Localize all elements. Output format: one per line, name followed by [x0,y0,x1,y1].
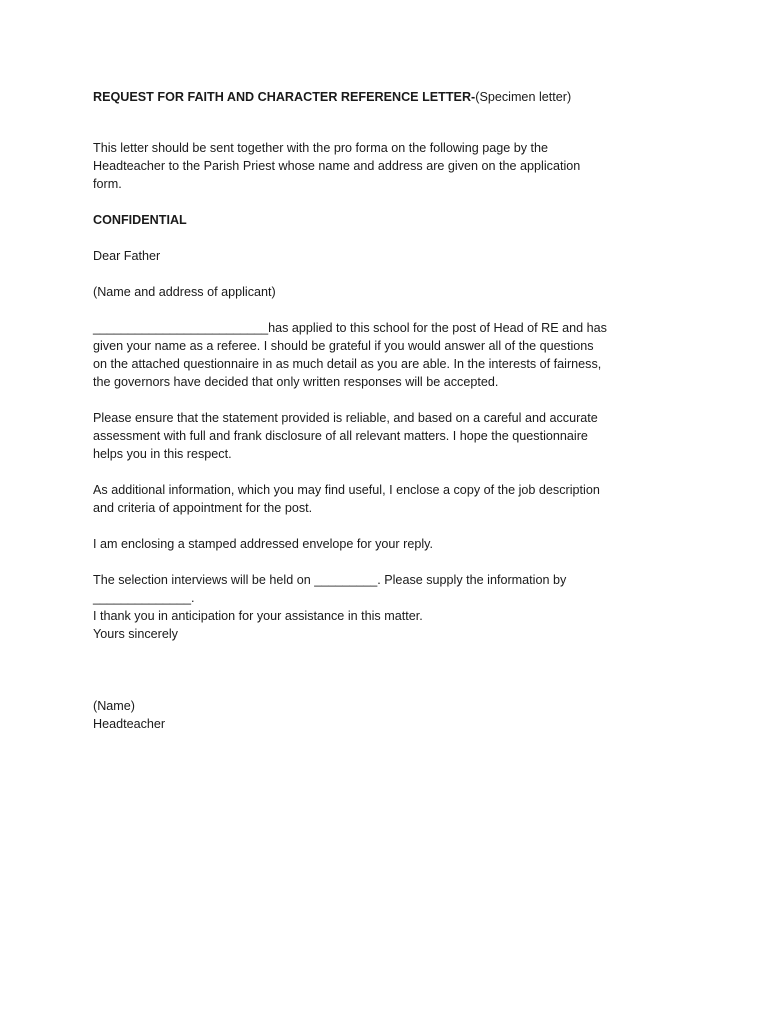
letter-title-note: (Specimen letter) [475,90,572,104]
paragraph-line: given your name as a referee. I should be grateful if you would answer all of the questions [93,339,594,353]
interview-paragraph [93,571,683,607]
confidential-heading: CONFIDENTIAL [93,213,187,227]
thanks-line: I thank you in anticipation for your assistance in this matter. [93,609,423,623]
intro-line: This letter should be sent together with the pro forma on the following page by the [93,141,549,155]
paragraph-line: assessment with full and frank disclosure of all relevant matters. I hope the questionnaire [93,429,588,443]
intro-line: form. [93,177,122,191]
intro-paragraph [93,139,683,193]
paragraph-line: Please ensure that the statement provided is reliable, and based on a careful and accurate [93,411,598,425]
letter-title [93,88,683,106]
referee-paragraph [93,319,683,391]
intro-line: Headteacher to the Parish Priest whose name and address are given on the application [93,159,581,173]
signature-name: (Name) [93,699,135,713]
applicant-placeholder: (Name and address of applicant) [93,285,276,299]
paragraph-line: on the attached questionnaire in as much detail as you are able. In the interests of fairness, [93,357,602,371]
enclosure-paragraph [93,481,683,517]
signature-title: Headteacher [93,717,166,731]
closing-line: Yours sincerely [93,627,178,641]
envelope-paragraph: I am enclosing a stamped addressed envelope for your reply. [93,537,433,551]
paragraph-line: helps you in this respect. [93,447,232,461]
paragraph-line: As additional information, which you may find useful, I enclose a copy of the job description [93,483,600,497]
paragraph-line: the governors have decided that only written responses will be accepted. [93,375,499,389]
paragraph-line: The selection interviews will be held on _________. Please supply the information by [93,573,567,587]
reliability-paragraph [93,409,683,463]
salutation: Dear Father [93,249,161,263]
letter-title-bold: REQUEST FOR FAITH AND CHARACTER REFERENCE LETTER- [93,90,476,104]
paragraph-line: _________________________has applied to this school for the post of Head of RE and has [93,321,607,335]
paragraph-line: ______________. [93,591,195,605]
letter-page [93,88,683,733]
paragraph-line: and criteria of appointment for the post. [93,501,313,515]
